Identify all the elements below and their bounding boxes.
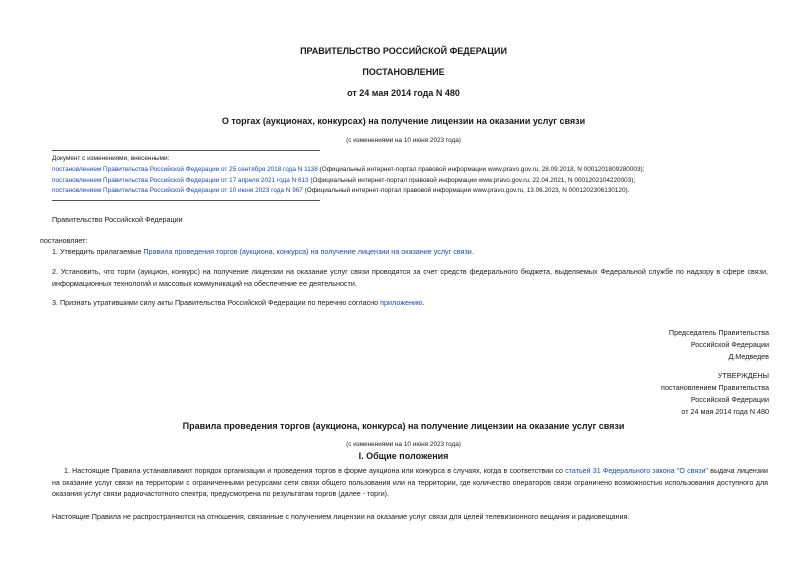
amended-note: (с изменениями на 10 июня 2023 года) bbox=[346, 137, 461, 144]
paragraph-1 bbox=[52, 247, 474, 256]
document-title: О торгах (аукционах, конкурсах) на получение лицензии на оказании услуг связи bbox=[221, 116, 586, 126]
document-type: ПОСТАНОВЛЕНИЕ bbox=[362, 67, 445, 77]
paragraph-2: 2. Установить, что торги (аукцион, конкурс) на получение лицензии на оказание услуг связи проводятся за счет средств федерального бюджета, выделяемых Федеральной службе по надзору в сфере связи, информационных технологий и массовых коммуникаций на обеспечение ее деятельности. bbox=[52, 267, 768, 288]
decrees-label: постановляет: bbox=[40, 236, 88, 245]
government-heading: ПРАВИТЕЛЬСТВО РОССИЙСКОЙ ФЕДЕРАЦИИ bbox=[300, 46, 507, 56]
rules-paragraph-2: Настоящие Правила не распространяются на отношения, связанные с получением лицензии на оказание услуг связи для целей телевизионного вещания и радиовещания. bbox=[52, 512, 630, 521]
appendix-link[interactable]: приложению bbox=[380, 298, 423, 307]
rules-link[interactable]: Правила проведения торгов (аукциона, конкурса) на получение лицензии на оказание услуг связи bbox=[143, 247, 472, 256]
approval-line: постановлением Правительства bbox=[661, 383, 769, 392]
amendment-item bbox=[52, 177, 635, 184]
signature-organization: Российской Федерации bbox=[690, 340, 769, 349]
signature-name: Д.Медведев bbox=[728, 352, 769, 361]
document-date-number: от 24 мая 2014 года N 480 bbox=[347, 88, 460, 98]
approval-block bbox=[661, 370, 769, 418]
section-heading: I. Общие положения bbox=[358, 451, 449, 461]
rules-amended-note: (с изменениями на 10 июня 2023 года) bbox=[346, 441, 461, 448]
amendment-link[interactable]: постановлением Правительства Российской Федерации от 25 сентября 2018 года N 1138 bbox=[52, 166, 318, 173]
signature-position: Председатель Правительства bbox=[668, 328, 769, 337]
paragraph-text: 1. Настоящие Правила устанавливают порядок организации и проведения торгов в форме аукциона или конкурса в случаях, когда в соответствии со bbox=[64, 467, 566, 475]
approval-date: от 24 мая 2014 года N 480 bbox=[681, 407, 769, 416]
paragraph-3 bbox=[52, 298, 424, 307]
paragraph-text: . bbox=[471, 247, 474, 256]
divider-bottom bbox=[52, 200, 320, 201]
amendment-source: (Официальный интернет-портал правовой информации www.pravo.gov.ru, 22.04.2021, N 0001202104220003); bbox=[308, 177, 636, 184]
amendment-link[interactable]: постановлением Правительства Российской Федерации от 17 апреля 2021 года N 613 bbox=[52, 177, 309, 184]
amendment-item bbox=[52, 166, 644, 173]
paragraph-text: . bbox=[422, 298, 425, 307]
paragraph-text: 3. Признать утратившими силу акты Правительства Российской Федерации по перечню согласно bbox=[52, 298, 381, 307]
approval-heading: УТВЕРЖДЕНЫ bbox=[717, 371, 769, 380]
signature-block bbox=[669, 327, 769, 363]
approval-line: Российской Федерации bbox=[690, 395, 769, 404]
divider-top bbox=[52, 150, 320, 151]
rules-paragraph-1 bbox=[52, 466, 768, 501]
paragraph-text: 1. Утвердить прилагаемые bbox=[52, 247, 144, 256]
issuer: Правительство Российской Федерации bbox=[52, 215, 183, 224]
paragraph-text: выдача лицензии на оказание услуг связи на территории с ограниченными ресурсами сети связи общего пользования или на территории, где количество операторов связи ограничено возможностью использования доступного для оказания услуг связи радиочастотного спектра, предусмотрена по результатам торгов (далее - торги). bbox=[52, 467, 768, 498]
rules-title: Правила проведения торгов (аукциона, конкурса) на получение лицензии на оказание услуг связи bbox=[182, 421, 625, 431]
amendment-link[interactable]: постановлением Правительства Российской Федерации от 10 июня 2023 года N 967 bbox=[52, 187, 303, 194]
amendment-item bbox=[52, 187, 629, 194]
amendment-source: (Официальный интернет-портал правовой информации www.pravo.gov.ru, 13.06.2023, N 0001202306130120). bbox=[302, 187, 630, 194]
law-link[interactable]: статьей 31 Федерального закона "О связи" bbox=[565, 467, 708, 475]
amendment-source: (Официальный интернет-портал правовой информации www.pravo.gov.ru, 28.09.2018, N 0001201809280003); bbox=[317, 166, 645, 173]
amendments-intro: Документ с изменениями, внесенными: bbox=[52, 155, 170, 162]
